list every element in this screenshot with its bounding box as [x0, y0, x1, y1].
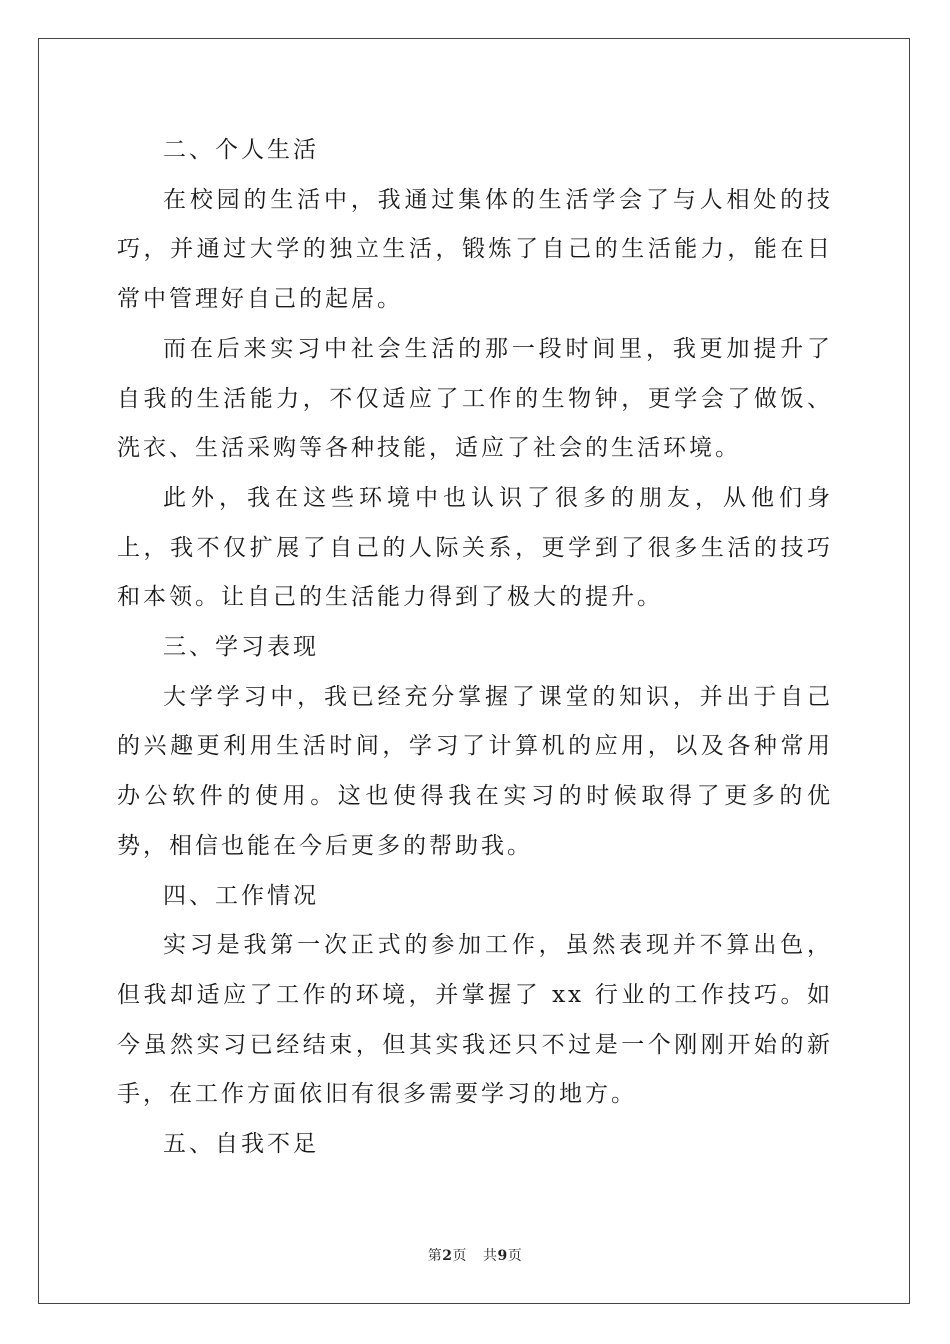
paragraph-study: 大学学习中，我已经充分掌握了课堂的知识，并出于自己的兴趣更利用生活时间，学习了计算机的应用，以及各种常用办公软件的使用。这也使得我在实习的时候取得了更多的优势，相信也能在今后更多的帮助我。	[117, 683, 833, 859]
paragraph-work: 实习是我第一次正式的参加工作，虽然表现并不算出色，但我却适应了工作的环境，并掌握了 xx 行业的工作技巧。如今虽然实习已经结束，但其实我还只不过是一个刚刚开始的新手，在工作方面依旧有很多需要学习的地方。	[117, 932, 833, 1108]
section-heading-shortcomings: 五、自我不足	[163, 1131, 319, 1158]
paragraph-internship-life: 而在后来实习中社会生活的那一段时间里，我更加提升了自我的生活能力，不仅适应了工作的生物钟，更学会了做饭、洗衣、生活采购等各种技能，适应了社会的生活环境。	[117, 335, 833, 462]
paragraph-friends: 此外，我在这些环境中也认识了很多的朋友，从他们身上，我不仅扩展了自己的人际关系，更学到了很多生活的技巧和本领。让自己的生活能力得到了极大的提升。	[117, 484, 833, 611]
section-heading-work: 四、工作情况	[163, 882, 319, 909]
page-prefix: 第	[427, 1248, 443, 1264]
paragraph-campus-life: 在校园的生活中，我通过集体的生活学会了与人相处的技巧，并通过大学的独立生活，锻炼了自己的生活能力，能在日常中管理好自己的起居。	[117, 186, 833, 313]
page-footer	[0, 1245, 950, 1265]
section-heading-study: 三、学习表现	[163, 634, 319, 661]
document-body	[117, 126, 833, 1170]
total-pages: 9	[497, 1248, 508, 1264]
total-suffix: 页	[507, 1248, 523, 1264]
section-heading-personal-life: 二、个人生活	[163, 137, 319, 163]
page-number: 2	[442, 1248, 453, 1264]
total-prefix: 共	[483, 1248, 498, 1264]
page-suffix: 页	[452, 1248, 467, 1264]
